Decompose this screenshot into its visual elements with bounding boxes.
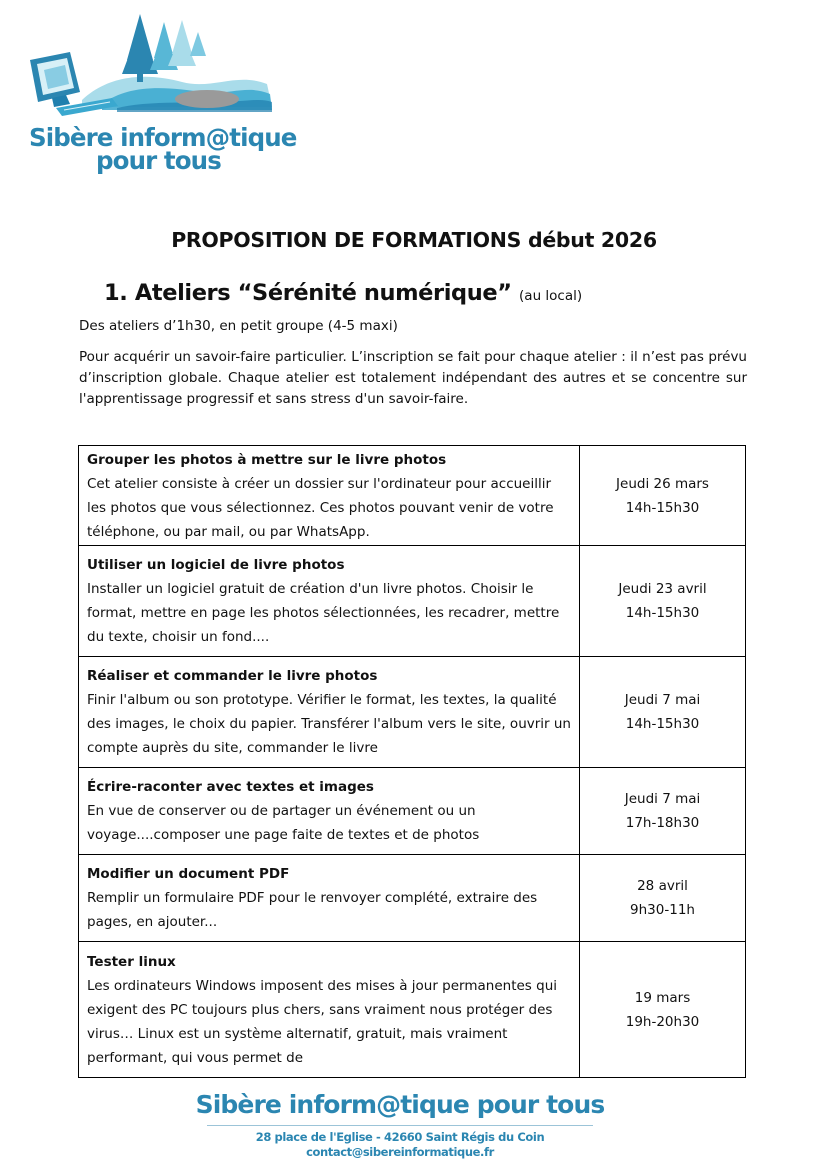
- logo: [22, 12, 297, 182]
- footer-organization-name: Sibère inform@tique pour tous: [195, 1090, 605, 1119]
- workshop-description-cell: [79, 546, 580, 657]
- table-row: [79, 546, 746, 657]
- workshop-date: Jeudi 26 mars: [616, 475, 709, 492]
- workshop-time: 14h-15h30: [625, 716, 700, 732]
- workshop-time: 17h-18h30: [625, 815, 700, 831]
- footer-email-link[interactable]: contact@sibereinformatique.fr: [306, 1145, 494, 1159]
- workshop-description-cell: [79, 657, 580, 768]
- workshop-title: Réaliser et commander le livre photos: [87, 668, 378, 684]
- table-row: [79, 855, 746, 942]
- workshop-text: Cet atelier consiste à créer un dossier sur l'ordinateur pour accueillir les photos que vous sélectionnez. Ces photos pouvant venir de votre téléphone, ou par mail, ou par WhatsApp.: [87, 475, 554, 540]
- intro-line: Des ateliers d’1h30, en petit groupe (4-5 maxi): [79, 318, 398, 334]
- workshop-description-cell: [79, 942, 580, 1078]
- footer-address: 28 place de l'Eglise - 42660 Saint Régis du Coin: [255, 1130, 545, 1144]
- page-title: PROPOSITION DE FORMATIONS début 2026: [171, 228, 657, 252]
- table-row: [79, 942, 746, 1078]
- section-title: [104, 280, 582, 306]
- workshop-text: Installer un logiciel gratuit de création d'un livre photos. Choisir le format, mettre en page les photos sélectionnées, les recadrer, mettre du texte, choisir un fond....: [87, 581, 560, 645]
- workshop-date: 19 mars: [634, 989, 691, 1006]
- workshop-text: Remplir un formulaire PDF pour le renvoyer complété, extraire des pages, en ajouter...: [87, 890, 538, 930]
- workshop-title: Utiliser un logiciel de livre photos: [87, 557, 345, 573]
- workshop-title: Tester linux: [87, 953, 176, 970]
- logo-text-line2: pour tous: [96, 146, 221, 175]
- table-row: [79, 657, 746, 768]
- workshop-description-cell: [79, 768, 580, 855]
- section-note: (au local): [519, 288, 583, 304]
- workshop-date: Jeudi 7 mai: [624, 791, 701, 807]
- workshop-schedule-cell: [580, 657, 746, 768]
- table-row: [79, 446, 746, 546]
- workshop-time: 9h30-11h: [630, 902, 695, 918]
- workshop-date: 28 avril: [637, 878, 688, 894]
- workshop-title: Écrire-raconter avec textes et images: [87, 779, 374, 795]
- workshop-schedule-cell: [580, 768, 746, 855]
- workshops-table: [78, 445, 746, 1078]
- section-title-text: 1. Ateliers “Sérénité numérique”: [104, 280, 512, 306]
- workshop-time: 14h-15h30: [625, 499, 700, 516]
- footer-divider: [207, 1125, 593, 1126]
- workshop-description-cell: [79, 446, 580, 546]
- workshop-date: Jeudi 7 mai: [624, 692, 701, 708]
- workshop-text: Finir l'album ou son prototype. Vérifier le format, les textes, la qualité des images, le choix du papier. Transférer l'album vers le site, ouvrir un compte auprès du site, commander le livre: [87, 692, 571, 756]
- logo-text-line1: Sibère inform@tique: [29, 123, 297, 152]
- workshop-time: 14h-15h30: [625, 605, 700, 621]
- workshop-text: Les ordinateurs Windows imposent des mises à jour permanentes qui exigent des PC toujours plus chers, sans vraiment nous protéger des virus… Linux est un système alternatif, gratuit, mais vraiment performant, qui vous permet de: [87, 977, 557, 1066]
- table-row: [79, 768, 746, 855]
- workshop-title: Modifier un document PDF: [87, 866, 290, 882]
- workshop-schedule-cell: [580, 546, 746, 657]
- workshop-title: Grouper les photos à mettre sur le livre photos: [87, 451, 447, 468]
- workshop-schedule-cell: [580, 942, 746, 1078]
- logo-illustration: [22, 12, 284, 124]
- workshop-time: 19h-20h30: [625, 1013, 700, 1030]
- workshop-text: En vue de conserver ou de partager un événement ou un voyage....composer une page faite de textes et de photos: [87, 803, 480, 843]
- workshop-schedule-cell: [580, 446, 746, 546]
- workshop-schedule-cell: [580, 855, 746, 942]
- workshop-description-cell: [79, 855, 580, 942]
- workshop-date: Jeudi 23 avril: [618, 581, 707, 597]
- intro-paragraph: Pour acquérir un savoir-faire particulier. L’inscription se fait pour chaque atelier : il n’est pas prévu d’inscription globale. Chaque atelier est totalement indépendant des autres et se concentre sur l'apprentissage progressif et sans stress d'un savoir-faire.: [79, 349, 747, 407]
